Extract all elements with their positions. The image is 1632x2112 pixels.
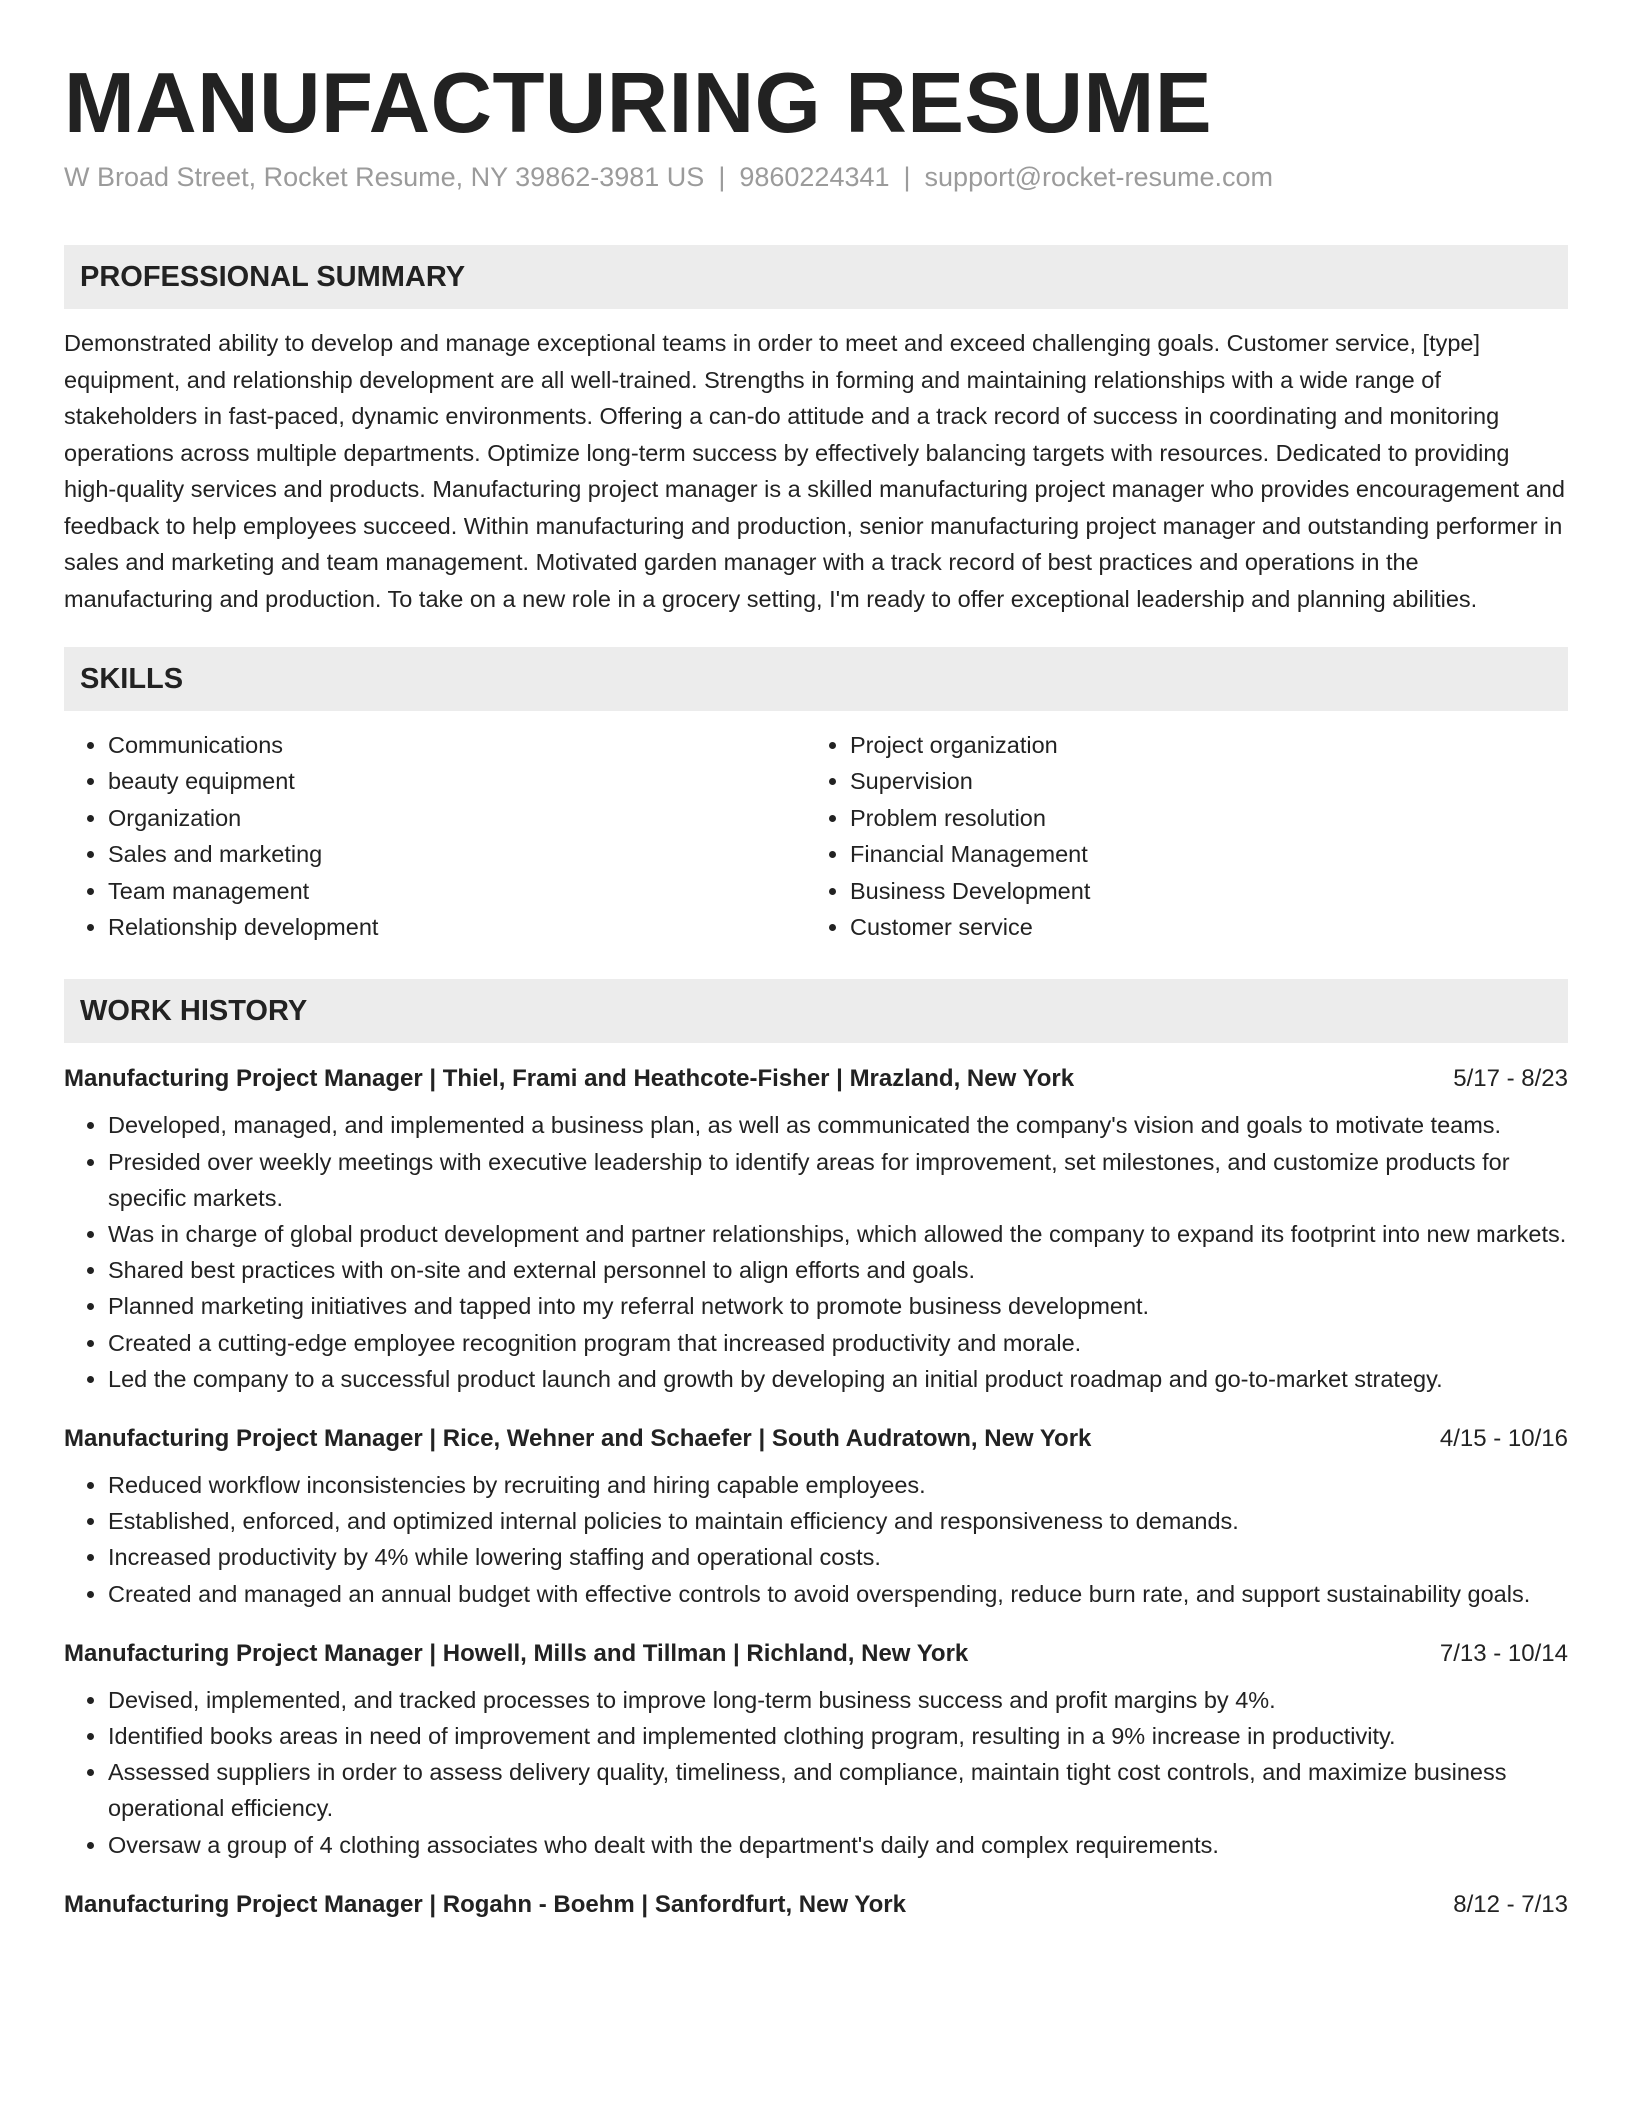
skill-item: • Organization [108, 800, 806, 836]
job-bullet: • Developed, managed, and implemented a business plan, as well as communicated the company's vision and goals to motivate teams. [108, 1107, 1568, 1143]
job-bullet: • Oversaw a group of 4 clothing associates who dealt with the department's daily and complex requirements. [108, 1827, 1568, 1863]
job-bullet: • Created a cutting-edge employee recognition program that increased productivity and morale. [108, 1325, 1568, 1361]
work-history-heading: WORK HISTORY [64, 979, 1568, 1043]
job-header [64, 1063, 1568, 1095]
summary-heading: PROFESSIONAL SUMMARY [64, 245, 1568, 309]
job-header [64, 1889, 1568, 1921]
job-title: Manufacturing Project Manager | Howell, Mills and Tillman | Richland, New York [64, 1639, 969, 1667]
skills-list [64, 727, 1568, 945]
contact-separator: | [718, 162, 726, 192]
resume-title: MANUFACTURING RESUME [64, 56, 1213, 151]
job-bullet: • Created and managed an annual budget with effective controls to avoid overspending, reduce burn rate, and support sustainability goals. [108, 1576, 1568, 1612]
job-bullet: • Presided over weekly meetings with executive leadership to identify areas for improvement, set milestones, and customize products for specific markets. [108, 1144, 1568, 1216]
skills-column-left [64, 727, 806, 945]
skill-item: • Supervision [850, 763, 1548, 799]
job-bullet: • Reduced workflow inconsistencies by recruiting and hiring capable employees. [108, 1467, 1568, 1503]
skill-item: • Team management [108, 873, 806, 909]
skills-column-right [806, 727, 1548, 945]
job-title: Manufacturing Project Manager | Rice, Wehner and Schaefer | South Audratown, New York [64, 1425, 1092, 1453]
skill-item: • Project organization [850, 727, 1548, 763]
skill-item: • Business Development [850, 873, 1548, 909]
job-bullet: • Devised, implemented, and tracked processes to improve long-term business success and profit margins by 4%. [108, 1682, 1568, 1718]
skill-item: • beauty equipment [108, 763, 806, 799]
job-title: Manufacturing Project Manager | Thiel, Frami and Heathcote-Fisher | Mrazland, New York [64, 1065, 1075, 1093]
job-entry [64, 1638, 1568, 1863]
skill-item: • Financial Management [850, 836, 1548, 872]
skill-item: • Relationship development [108, 909, 806, 945]
job-bullet: • Identified books areas in need of improvement and implemented clothing program, resulting in a 9% increase in productivity. [108, 1718, 1568, 1754]
job-dates: 7/13 - 10/14 [1439, 1639, 1568, 1667]
skill-item: • Communications [108, 727, 806, 763]
contact-phone: 9860224341 [739, 162, 890, 192]
skills-heading: SKILLS [64, 647, 1568, 711]
contact-email: support@rocket-resume.com [924, 162, 1274, 192]
contact-separator: | [903, 162, 911, 192]
job-bullets [64, 1107, 1568, 1397]
job-title: Manufacturing Project Manager | Rogahn - Boehm | Sanfordfurt, New York [64, 1890, 906, 1918]
job-bullet: • Shared best practices with on-site and external personnel to align efforts and goals. [108, 1252, 1568, 1288]
job-bullet: • Established, enforced, and optimized internal policies to maintain efficiency and responsiveness to demands. [108, 1503, 1568, 1539]
skill-item: • Customer service [850, 909, 1548, 945]
job-bullets [64, 1682, 1568, 1863]
job-bullet: • Led the company to a successful product launch and growth by developing an initial product roadmap and go-to-market strategy. [108, 1361, 1568, 1397]
job-entry [64, 1063, 1568, 1397]
skill-item: • Problem resolution [850, 800, 1548, 836]
job-header [64, 1423, 1568, 1455]
contact-address: W Broad Street, Rocket Resume, NY 39862-3981 US [64, 162, 705, 192]
job-entry [64, 1889, 1568, 1921]
job-bullets [64, 1467, 1568, 1612]
resume-page [64, 0, 1568, 1921]
job-bullet: • Assessed suppliers in order to assess delivery quality, timeliness, and compliance, maintain tight cost controls, and maximize business operational efficiency. [108, 1754, 1568, 1826]
job-bullet: • Was in charge of global product development and partner relationships, which allowed the company to expand its footprint into new markets. [108, 1216, 1568, 1252]
contact-line [64, 162, 1568, 193]
job-dates: 4/15 - 10/16 [1439, 1425, 1568, 1453]
summary-text: Demonstrated ability to develop and manage exceptional teams in order to meet and exceed challenging goals. Customer service, [type] equipment, and relationship development are all well-trained. Strengths in forming and maintaining relationships with a wide range of stakeholders in fast-paced, dynamic environments. Offering a can-do attitude and a track record of success in coordinating and monitoring operations across multiple departments. Optimize long-term success by effectively balancing targets with resources. Dedicated to providing high-quality services and products. Manufacturing project manager is a skilled manufacturing project manager who provides encouragement and feedback to help employees succeed. Within manufacturing and production, senior manufacturing project manager and outstanding performer in sales and marketing and team management. Motivated garden manager with a track record of best practices and operations in the manufacturing and production. To take on a new role in a grocery setting, I'm ready to offer exceptional leadership and planning abilities. [64, 330, 1565, 612]
job-bullet: • Increased productivity by 4% while lowering staffing and operational costs. [108, 1539, 1568, 1575]
job-entry [64, 1423, 1568, 1612]
skill-item: • Sales and marketing [108, 836, 806, 872]
job-bullet: • Planned marketing initiatives and tapped into my referral network to promote business development. [108, 1288, 1568, 1324]
job-header [64, 1638, 1568, 1670]
job-dates: 5/17 - 8/23 [1453, 1065, 1568, 1093]
job-dates: 8/12 - 7/13 [1453, 1890, 1568, 1918]
